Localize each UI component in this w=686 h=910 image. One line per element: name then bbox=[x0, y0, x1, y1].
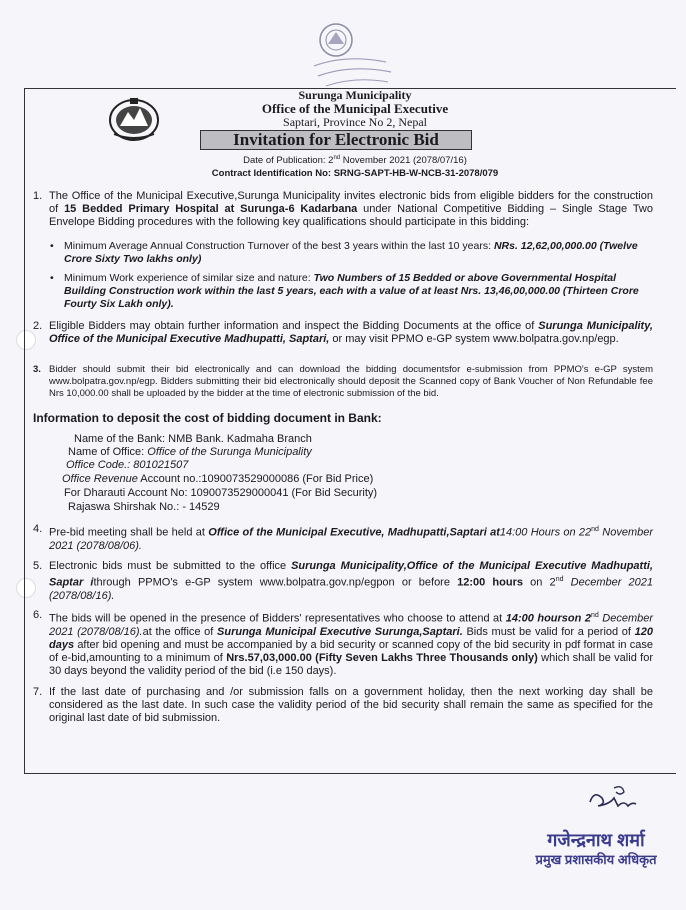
bid-security-amount: Nrs.57,03,000.00 (Fifty Seven Lakhs Three Thousands only) bbox=[226, 651, 538, 664]
clause-4 bbox=[33, 523, 653, 553]
signatory-name: गजेन्द्रनाथ शर्मा bbox=[547, 830, 645, 850]
opening-time: 14:00 hourson 2 bbox=[505, 612, 591, 625]
clause-text: The bids will be opened in the presence of Bidders' representatives who choose to attend at bbox=[49, 612, 506, 625]
clause-text: at the office of bbox=[142, 625, 218, 638]
submission-time: 12:00 hours bbox=[457, 576, 523, 589]
opening-venue: Surunga Municipal Executive Surunga,Saptari. bbox=[217, 625, 463, 638]
bank-dharauti-account: For Dharauti Account No: 1090073529000041 (For Bid Security) bbox=[64, 487, 378, 499]
clause-text: which shall be valid for 30 days beyond the validity period of the bid (i.e 150 days). bbox=[49, 651, 653, 677]
office-stamp-icon bbox=[296, 18, 396, 98]
clause-5 bbox=[33, 560, 653, 603]
clause-number: 4. bbox=[33, 523, 43, 535]
qualification-item bbox=[50, 272, 650, 311]
clause-6 bbox=[33, 609, 653, 678]
contract-id: Contract Identification No: SRNG-SAPT-HB-W-NCB-31-2078/079 bbox=[211, 168, 499, 179]
bank-section-heading: Information to deposit the cost of bidding document in Bank: bbox=[33, 411, 382, 425]
qualification-value: NRs. 12,62,00,000.00 (Twelve Crore Sixty Two lakhs only) bbox=[64, 240, 638, 265]
clause-text: Eligible Bidders may obtain further information and inspect the Bidding Documents at the office of bbox=[49, 320, 539, 332]
clause-number: 7. bbox=[33, 686, 43, 698]
clause-text: through PPMO's e-GP system www.bolpatra.gov.np/egpon or before bbox=[93, 576, 458, 589]
date-suffix: nd bbox=[591, 526, 599, 533]
clause-text: on 2 bbox=[523, 576, 556, 589]
office-name: Office of the Municipal Executive bbox=[261, 101, 449, 116]
bank-name: Name of the Bank: NMB Bank. Kadmaha Branch bbox=[74, 433, 312, 445]
office-reference: Surunga Municipality, Office of the Municipal Executive Madhupatti, Saptari, bbox=[49, 320, 653, 345]
office-address: Saptari, Province No 2, Nepal bbox=[283, 115, 427, 129]
signatory-title: प्रमुख प्रशासकीय अधिकृत bbox=[535, 852, 657, 867]
project-name: 15 Bedded Primary Hospital at Surunga-6 Kadarbana bbox=[64, 203, 358, 215]
municipality-name: Surunga Municipality bbox=[298, 88, 412, 102]
prebid-time: 14:00 Hours on 22 bbox=[499, 526, 592, 539]
clause-text: Bids must be valid for a period of bbox=[462, 625, 635, 638]
clause-text: If the last date of purchasing and /or submission falls on a government holiday, then the next working day shall be considered as the last date. In such case the validity period of the bid security shall remain the same as specified for the original last date of bid submission. bbox=[49, 686, 653, 724]
clause-text: under National Competitive Bidding – Single Stage Two Envelope Bidding procedures with the following key qualifications should participate in this bidding: bbox=[49, 203, 653, 228]
bullet-icon: • bbox=[50, 272, 54, 284]
clause-text: after bid opening and must be accompanied by a bid security or scanned copy of the bid security in pdf format in case of e-bid,amounting to a minimum of bbox=[49, 638, 653, 664]
clause-number: 2. bbox=[33, 320, 43, 332]
clause-text: Pre-bid meeting shall be held at bbox=[49, 526, 209, 539]
publication-date: Date of Publication: 2nd November 2021 (2078/07/16) bbox=[243, 155, 467, 167]
bank-revenue-account: Office Revenue Account no.:1090073529000086 (For Bid Price) bbox=[62, 473, 374, 485]
clause-number: 5. bbox=[33, 560, 43, 572]
bank-office-name: Name of Office: Office of the Surunga Municipality bbox=[68, 446, 312, 458]
qualification-item bbox=[50, 240, 650, 266]
clause-text: Electronic bids must be submitted to the office bbox=[49, 560, 292, 572]
notice-title: Invitation for Electronic Bid bbox=[200, 130, 472, 150]
clause-number: 3. bbox=[33, 364, 41, 375]
clause-number: 6. bbox=[33, 609, 43, 621]
clause-3 bbox=[33, 364, 653, 400]
date-suffix: nd bbox=[590, 612, 599, 619]
handwritten-signature-icon bbox=[580, 780, 650, 820]
clause-text: or may visit PPMO e-GP system www.bolpatra.gov.np/egp. bbox=[329, 333, 619, 345]
clause-text: The Office of the Municipal Executive,Surunga Municipality invites electronic bids from eligible bidders for the construction of bbox=[49, 190, 653, 215]
clause-7 bbox=[33, 686, 653, 725]
clause-1 bbox=[33, 190, 653, 229]
qualification-text: Minimum Work experience of similar size and nature: bbox=[64, 272, 314, 284]
qualification-text: Minimum Average Annual Construction Turnover of the best 3 years within the last 10 years: bbox=[64, 240, 494, 252]
clause-number: 1. bbox=[33, 190, 43, 202]
opening-date: December 2021 (2078/08/16). bbox=[49, 612, 654, 638]
bank-rajaswa: Rajaswa Shirshak No.: - 14529 bbox=[68, 501, 220, 513]
prebid-venue: Office of the Municipal Executive, Madhupatti,Saptari at bbox=[208, 526, 500, 539]
submission-date: December 2021 (2078/08/16). bbox=[49, 576, 654, 602]
municipality-emblem-icon bbox=[108, 94, 160, 142]
bullet-icon: • bbox=[50, 240, 54, 252]
qualification-value: Two Numbers of 15 Bedded or above Governmental Hospital Building Construction work within the last 5 years, each with a value of at least Nrs. 13,46,00,000.00 (Thirteen Crore Fourty Six Lakh only). bbox=[64, 272, 639, 310]
date-suffix: nd bbox=[555, 576, 564, 583]
clause-2 bbox=[33, 320, 653, 346]
validity-period: 120 days bbox=[49, 625, 654, 651]
prebid-date: November 2021 (2078/08/06). bbox=[49, 526, 653, 552]
submission-office: Surunga Municipality,Office of the Municipal Executive Madhupatti, Saptar i bbox=[49, 560, 653, 589]
bank-office-code: Office Code.: 801021507 bbox=[66, 459, 189, 471]
clause-text: Bidder should submit their bid electronically and can download the bidding documentsfor e-submission from PPMO's e-GP system www.bolpatra.gov.np/egp. Bidders submitting their bid electronically should deposit the Scanned copy of Bank Voucher of Non Refundable fee Nrs 10,000.00 shall be uploaded by the bidder at the time of electronic submission of the bid. bbox=[49, 364, 653, 399]
